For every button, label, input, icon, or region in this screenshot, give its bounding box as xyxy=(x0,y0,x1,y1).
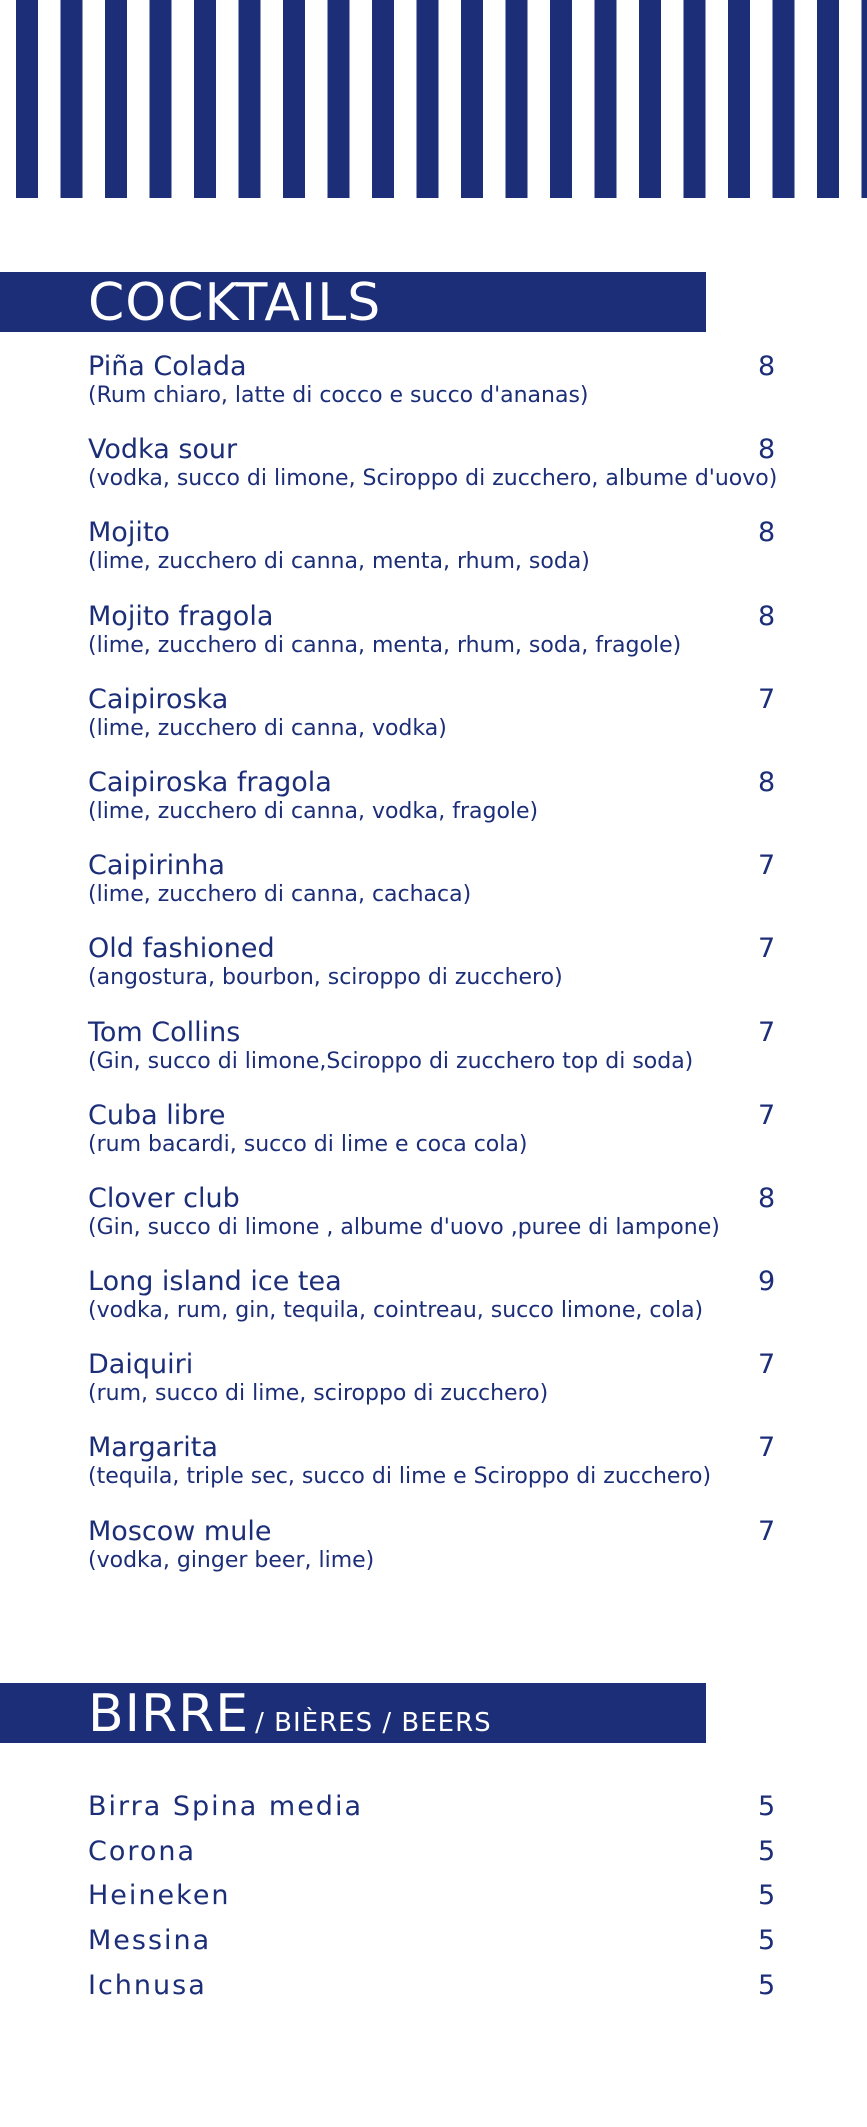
cocktail-name: Moscow mule xyxy=(88,1515,272,1547)
cocktail-ingredients: (angostura, bourbon, sciroppo di zucchero) xyxy=(88,965,563,991)
beer-price: 5 xyxy=(758,1880,776,1912)
cocktail-name: Vodka sour xyxy=(88,434,238,466)
cocktail-name: Caipiroska fragola xyxy=(88,766,332,798)
list-item xyxy=(88,1265,848,1348)
cocktail-ingredients: (lime, zucchero di canna, cachaca) xyxy=(88,882,472,908)
list-item xyxy=(88,1969,788,2014)
beer-price: 5 xyxy=(758,1791,776,1822)
beer-list xyxy=(88,1790,788,2013)
cocktail-ingredients: (lime, zucchero di canna, vodka) xyxy=(88,715,447,741)
beer-name: Corona xyxy=(88,1835,197,1867)
cocktail-price: 8 xyxy=(758,351,776,382)
cocktail-name: Clover club xyxy=(88,1182,240,1214)
cocktail-ingredients: (rum bacardi, succo di lime e coca cola) xyxy=(88,1131,528,1157)
cocktails-title: COCKTAILS xyxy=(88,273,382,333)
cocktail-price: 7 xyxy=(758,1515,776,1547)
cocktail-price: 8 xyxy=(758,600,776,632)
list-item xyxy=(88,516,848,599)
list-item xyxy=(88,1790,788,1835)
striped-header-decoration xyxy=(0,0,867,198)
list-item xyxy=(88,1879,788,1924)
beer-name: Heineken xyxy=(88,1880,231,1912)
beer-price: 5 xyxy=(758,1925,776,1957)
list-item xyxy=(88,350,848,433)
cocktail-ingredients: (lime, zucchero di canna, menta, rhum, soda) xyxy=(88,549,590,575)
cocktail-ingredients: (Rum chiaro, latte di cocco e succo d'ananas) xyxy=(88,383,589,408)
cocktail-price: 8 xyxy=(758,1182,776,1214)
cocktail-name: Mojito fragola xyxy=(88,600,274,632)
cocktail-price: 7 xyxy=(758,1099,776,1131)
cocktail-price: 8 xyxy=(758,517,776,549)
list-item xyxy=(88,1182,848,1265)
list-item xyxy=(88,1431,848,1514)
beers-section-header xyxy=(0,1683,706,1743)
list-item xyxy=(88,849,848,932)
cocktail-name: Piña Colada xyxy=(88,351,247,382)
beer-name: Messina xyxy=(88,1925,212,1957)
list-item xyxy=(88,932,848,1015)
cocktail-ingredients: (vodka, rum, gin, tequila, cointreau, succo limone, cola) xyxy=(88,1298,704,1324)
cocktail-ingredients: (tequila, triple sec, succo di lime e Sciroppo di zucchero) xyxy=(88,1464,712,1490)
cocktail-list xyxy=(88,350,848,1598)
list-item xyxy=(88,1348,848,1431)
cocktail-ingredients: (lime, zucchero di canna, menta, rhum, soda, fragole) xyxy=(88,632,682,658)
cocktail-name: Long island ice tea xyxy=(88,1266,342,1298)
list-item xyxy=(88,1099,848,1182)
cocktail-name: Cuba libre xyxy=(88,1099,226,1131)
beers-title: BIRRE xyxy=(88,1684,250,1744)
beer-name: Ichnusa xyxy=(88,1969,207,2001)
cocktail-name: Old fashioned xyxy=(88,933,275,965)
beer-price: 5 xyxy=(758,1835,776,1867)
cocktail-name: Caipiroska xyxy=(88,683,229,715)
cocktail-ingredients: (Gin, succo di limone,Sciroppo di zucchero top di soda) xyxy=(88,1048,694,1074)
cocktails-section-header xyxy=(0,272,706,332)
cocktail-price: 7 xyxy=(758,1016,776,1048)
beer-price: 5 xyxy=(758,1969,776,2001)
cocktail-price: 7 xyxy=(758,933,776,965)
cocktail-price: 7 xyxy=(758,683,776,715)
cocktail-name: Margarita xyxy=(88,1432,218,1464)
cocktail-price: 7 xyxy=(758,1432,776,1464)
list-item xyxy=(88,600,848,683)
list-item xyxy=(88,766,848,849)
list-item xyxy=(88,683,848,766)
list-item xyxy=(88,433,848,516)
beer-name: Birra Spina media xyxy=(88,1791,363,1822)
cocktail-ingredients: (vodka, succo di limone, Sciroppo di zucchero, albume d'uovo) xyxy=(88,466,778,492)
cocktail-name: Tom Collins xyxy=(88,1016,241,1048)
cocktail-ingredients: (vodka, ginger beer, lime) xyxy=(88,1547,375,1573)
cocktail-name: Mojito xyxy=(88,517,170,549)
list-item xyxy=(88,1016,848,1099)
cocktail-price: 8 xyxy=(758,766,776,798)
cocktail-ingredients: (lime, zucchero di canna, vodka, fragole) xyxy=(88,798,539,824)
cocktail-name: Caipirinha xyxy=(88,850,225,882)
cocktail-price: 9 xyxy=(758,1266,776,1298)
cocktail-price: 7 xyxy=(758,850,776,882)
cocktail-ingredients: (rum, succo di lime, sciroppo di zucchero) xyxy=(88,1381,549,1407)
cocktail-price: 8 xyxy=(758,434,776,466)
list-item xyxy=(88,1835,788,1880)
cocktail-ingredients: (Gin, succo di limone , albume d'uovo ,puree di lampone) xyxy=(88,1214,720,1240)
list-item xyxy=(88,1515,848,1598)
cocktail-price: 7 xyxy=(758,1349,776,1381)
list-item xyxy=(88,1924,788,1969)
beers-subtitle: / BIÈRES / BEERS xyxy=(255,1708,492,1738)
cocktail-name: Daiquiri xyxy=(88,1349,194,1381)
